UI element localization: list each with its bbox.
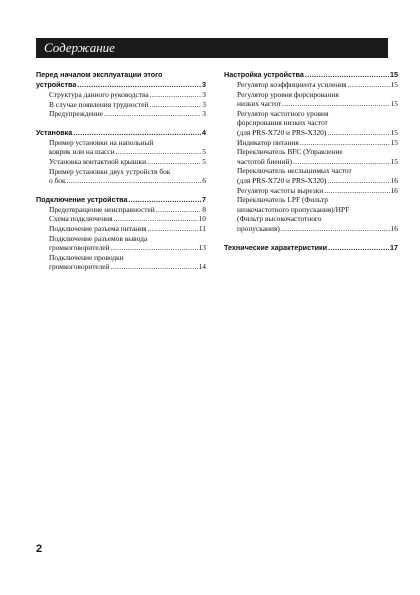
entry-leader-line xyxy=(49,262,206,272)
entry-leader-line xyxy=(237,157,398,167)
entry-page: 15 xyxy=(390,80,398,89)
dot-leader xyxy=(324,186,389,196)
section-title-leader-line xyxy=(224,70,398,80)
entry-text: Установка контактной крышки xyxy=(49,156,147,166)
entry-page: 5 xyxy=(202,147,206,157)
entry-leader-line xyxy=(237,80,398,90)
toc-entry[interactable] xyxy=(224,186,398,196)
entry-text: Структура данного руководства xyxy=(49,90,149,99)
entry-leader-line xyxy=(237,138,398,148)
toc-entry[interactable] xyxy=(36,109,206,119)
entry-page: 16 xyxy=(390,175,398,185)
toc-entry[interactable] xyxy=(224,138,398,148)
entry-page: 15 xyxy=(390,156,398,166)
entry-page: 15 xyxy=(390,99,398,109)
entry-leader-line xyxy=(237,224,398,234)
toc-section xyxy=(36,195,206,272)
dot-leader xyxy=(111,243,198,253)
entry-text: громкоговорителей xyxy=(49,262,110,272)
entry-page: 14 xyxy=(198,262,206,272)
dot-leader xyxy=(281,224,390,234)
entry-text-line: низкочастотного пропускания)/HPF xyxy=(237,204,350,214)
entry-leader-line xyxy=(49,224,206,234)
toc-entry[interactable] xyxy=(224,80,398,90)
toc-entry[interactable] xyxy=(36,157,206,167)
section-title-text: Установка xyxy=(36,127,73,137)
entry-page: 8 xyxy=(202,204,206,214)
entry-leader-line xyxy=(49,205,206,215)
entry-text: пропускания) xyxy=(237,223,280,233)
dot-leader xyxy=(305,70,389,80)
toc-column-right xyxy=(224,70,398,262)
toc-entry[interactable] xyxy=(36,214,206,224)
dot-leader xyxy=(114,214,198,224)
toc-section-title[interactable] xyxy=(224,243,398,253)
entry-leader-line xyxy=(49,100,206,110)
toc-entry[interactable] xyxy=(224,90,398,109)
entry-text: частотой биений) xyxy=(237,156,292,166)
entry-page: 15 xyxy=(390,127,398,137)
toc-entry[interactable] xyxy=(224,195,398,233)
dot-leader xyxy=(116,147,202,157)
section-title-text-line: Перед началом эксплуатации этого xyxy=(36,70,163,79)
dot-leader xyxy=(77,80,201,90)
entry-text: Подключение разъема питания xyxy=(49,223,147,233)
section-title-page: 4 xyxy=(202,127,206,137)
section-title-page: 15 xyxy=(390,70,398,79)
dot-leader xyxy=(104,109,201,119)
entry-text-line: (Фильтр высокочастотного xyxy=(237,214,322,224)
dot-leader xyxy=(328,243,389,253)
entry-text: коврик или на шасси xyxy=(49,147,115,157)
entry-page: 16 xyxy=(390,185,398,195)
toc-entry[interactable] xyxy=(36,234,206,253)
entry-text: Индикатор питания xyxy=(237,137,299,147)
dot-leader xyxy=(149,100,201,110)
section-title-page: 17 xyxy=(390,242,398,252)
toc-section-title[interactable] xyxy=(36,128,206,138)
entry-leader-line xyxy=(237,176,398,186)
dot-leader xyxy=(327,128,389,138)
entry-leader-line xyxy=(49,90,206,100)
entry-leader-line xyxy=(49,176,206,186)
entry-text: Схема подключения xyxy=(49,214,113,224)
section-title-text: Подключение устройства xyxy=(36,194,128,204)
entry-page: 5 xyxy=(202,156,206,166)
entry-text-line: Регулятор частотного уровня xyxy=(237,108,329,118)
entry-page: 3 xyxy=(202,90,206,99)
toc-section-title[interactable] xyxy=(224,70,398,80)
entry-page: 10 xyxy=(198,214,206,224)
toc-section xyxy=(36,128,206,186)
dot-leader xyxy=(73,128,201,138)
entry-text: В случае появления трудностей xyxy=(49,99,149,109)
section-title-leader-line xyxy=(36,128,206,138)
entry-page: 11 xyxy=(198,223,206,233)
dot-leader xyxy=(67,176,202,186)
entry-text-line: Переключатель BFC (Управление xyxy=(237,147,343,157)
toc-entry[interactable] xyxy=(36,224,206,234)
dot-leader xyxy=(300,138,390,148)
dot-leader xyxy=(147,157,201,167)
entry-text: низких частот xyxy=(237,99,282,109)
entry-text: Предотвращение неисправностей xyxy=(49,204,155,214)
dot-leader xyxy=(293,157,390,167)
toc-section-title[interactable] xyxy=(36,70,206,90)
toc-entry[interactable] xyxy=(224,166,398,185)
entry-leader-line xyxy=(49,243,206,253)
section-title-leader-line xyxy=(36,80,206,90)
dot-leader xyxy=(348,80,390,90)
entry-page: 15 xyxy=(390,137,398,147)
entry-leader-line xyxy=(49,157,206,167)
entry-text-line: Пример установки двух устройств бок xyxy=(49,166,171,176)
entry-text-line: Регулятор уровня форсирования xyxy=(237,89,339,99)
entry-leader-line xyxy=(237,99,398,109)
entry-text-line: Подключение разъемов вывода xyxy=(49,233,148,243)
toc-entry[interactable] xyxy=(36,167,206,186)
toc-section xyxy=(224,243,398,253)
toc-header xyxy=(36,38,388,58)
section-title-page: 7 xyxy=(202,194,206,204)
toc-section-title[interactable] xyxy=(36,195,206,205)
toc-entry[interactable] xyxy=(36,205,206,215)
dot-leader xyxy=(128,195,201,205)
entry-page: 3 xyxy=(202,99,206,109)
toc-entry[interactable] xyxy=(36,138,206,157)
entry-text-line: Пример установки на напольный xyxy=(49,137,154,147)
entry-page: 16 xyxy=(390,223,398,233)
entry-text: громкоговорителей xyxy=(49,243,110,253)
dot-leader xyxy=(327,176,389,186)
entry-text: о бок xyxy=(49,176,66,186)
entry-page: 13 xyxy=(198,243,206,253)
entry-leader-line xyxy=(49,109,206,119)
dot-leader xyxy=(156,205,202,215)
toc-entry[interactable] xyxy=(36,100,206,110)
dot-leader xyxy=(111,262,198,272)
toc-entry[interactable] xyxy=(36,253,206,272)
entry-text-line: Подключение проводки xyxy=(49,252,124,262)
section-title-leader-line xyxy=(36,195,206,205)
section-title-page: 3 xyxy=(202,80,206,89)
entry-page: 3 xyxy=(202,109,206,119)
entry-text-line: Переключатель неслышимых частот xyxy=(237,166,352,176)
section-title-text: устройства xyxy=(36,80,77,89)
entry-text: Предупреждение xyxy=(49,109,103,119)
toc-column-left xyxy=(36,70,206,281)
toc-section xyxy=(224,70,398,234)
toc-entry[interactable] xyxy=(224,147,398,166)
section-title-text: Технические характеристики xyxy=(224,242,328,252)
toc-entry[interactable] xyxy=(36,90,206,100)
entry-text: (для PRS-X720 и PRS-X320) xyxy=(237,127,327,137)
entry-text: Регулятор коэффициента усиления xyxy=(237,80,347,89)
entry-leader-line xyxy=(49,214,206,224)
dot-leader xyxy=(282,99,389,109)
entry-page: 6 xyxy=(202,176,206,186)
entry-leader-line xyxy=(237,128,398,138)
dot-leader xyxy=(148,224,198,234)
toc-section xyxy=(36,70,206,119)
section-title-text: Настройка устройства xyxy=(224,70,304,79)
toc-title: Содержание xyxy=(44,40,115,55)
entry-text-line: форсирования низких частот xyxy=(237,118,328,128)
section-title-leader-line xyxy=(224,243,398,253)
entry-leader-line xyxy=(49,147,206,157)
entry-text: (для PRS-X720 и PRS-X320) xyxy=(237,175,327,185)
page-number: 2 xyxy=(36,543,43,555)
toc-entry[interactable] xyxy=(224,109,398,138)
entry-leader-line xyxy=(237,186,398,196)
entry-text-line: Переключатель LPF (Фильтр xyxy=(237,195,328,205)
entry-text: Регулятор частоты вырезки xyxy=(237,185,324,195)
dot-leader xyxy=(150,90,202,100)
